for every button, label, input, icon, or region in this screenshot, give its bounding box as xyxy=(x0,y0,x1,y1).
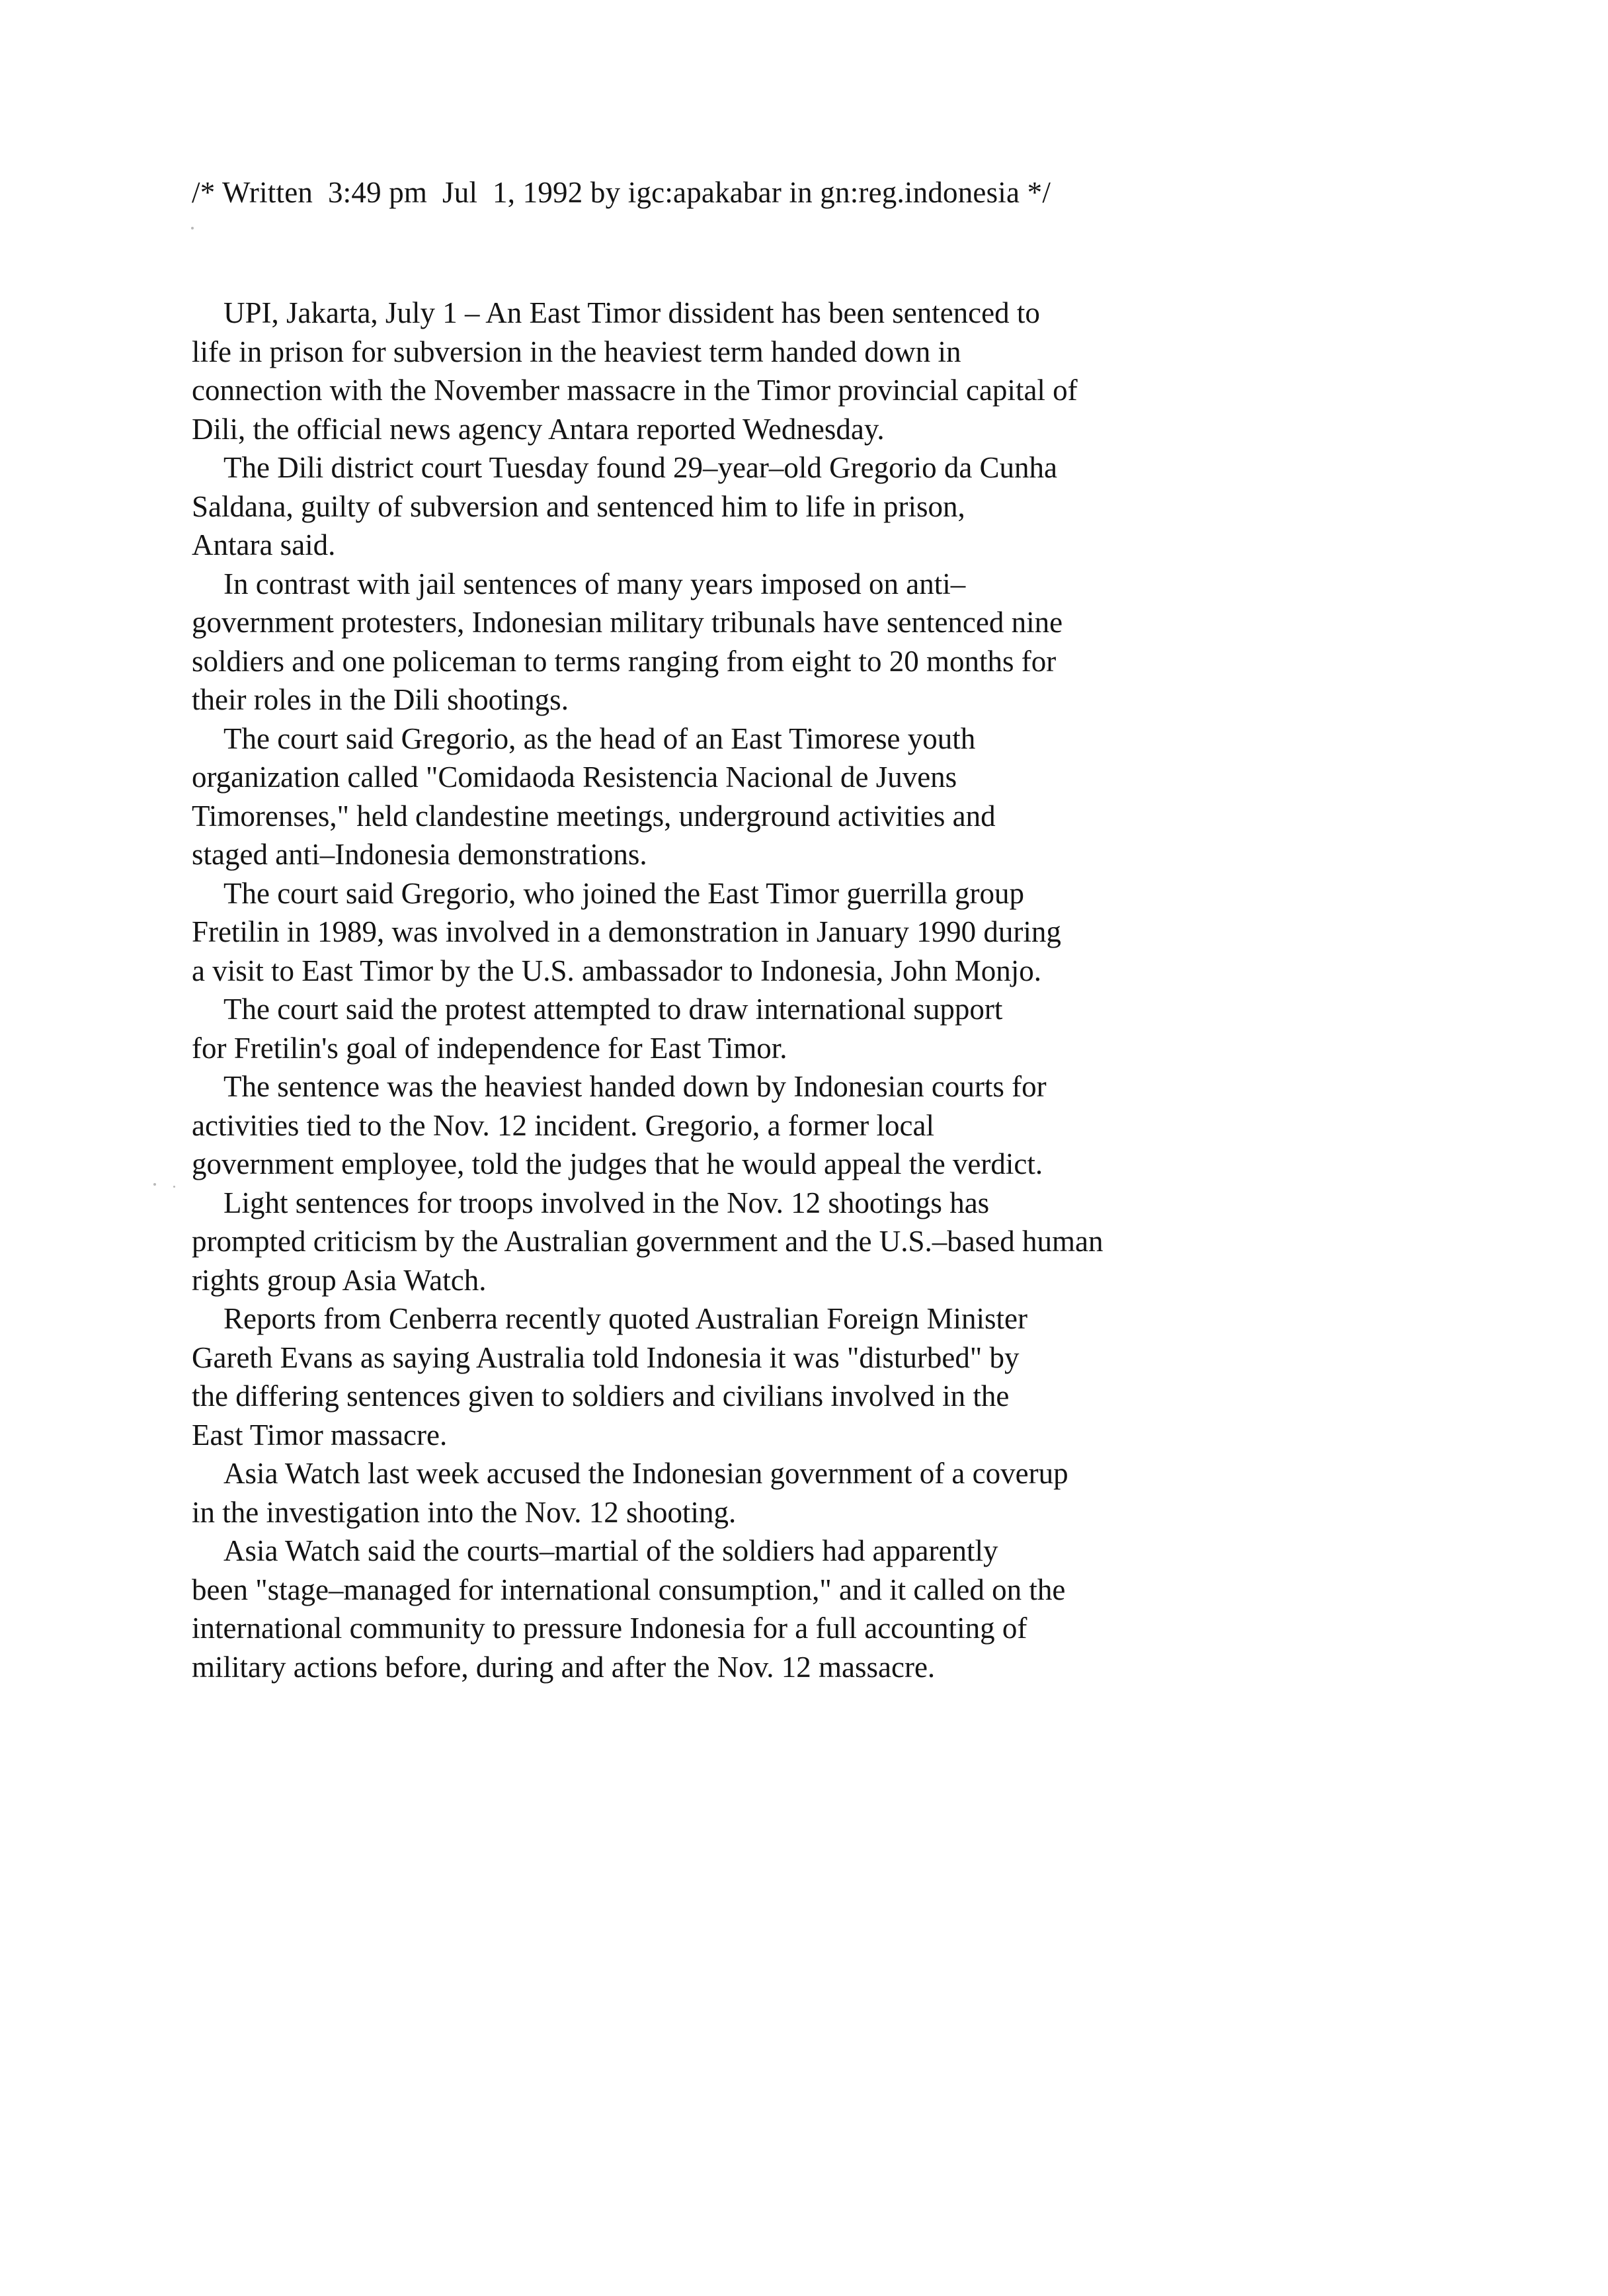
paragraph-line: activities tied to the Nov. 12 incident. Gregorio, a former local xyxy=(192,1108,934,1142)
paragraph-line: rights group Asia Watch. xyxy=(192,1263,487,1297)
paragraph-line: their roles in the Dili shootings. xyxy=(192,683,569,716)
paragraph-first-line: The court said the protest attempted to draw international support xyxy=(223,993,1003,1026)
paragraph-line: East Timor massacre. xyxy=(192,1418,448,1452)
paragraph-line: government employee, told the judges that he would appeal the verdict. xyxy=(192,1147,1043,1180)
paragraph-line: staged anti–Indonesia demonstrations. xyxy=(192,838,647,871)
paragraph-line: Timorenses," held clandestine meetings, underground activities and xyxy=(192,799,996,833)
paragraph xyxy=(192,719,1448,874)
paragraph-line: government protesters, Indonesian military tribunals have sentenced nine xyxy=(192,606,1063,639)
paragraph-first-line: Asia Watch said the courts–martial of the soldiers had apparently xyxy=(223,1534,998,1567)
header-line: /* Written 3:49 pm Jul 1, 1992 by igc:apakabar in gn:reg.indonesia */ xyxy=(192,176,1051,209)
paragraph xyxy=(192,565,1448,719)
paragraph-line: organization called "Comidaoda Resistencia Nacional de Juvens xyxy=(192,760,957,794)
paragraph-line: international community to pressure Indonesia for a full accounting of xyxy=(192,1612,1027,1645)
paragraph-first-line: Reports from Cenberra recently quoted Australian Foreign Minister xyxy=(223,1302,1027,1335)
paragraph-line: prompted criticism by the Australian government and the U.S.–based human xyxy=(192,1225,1104,1258)
paragraph xyxy=(192,1454,1448,1532)
paragraph-line: Dili, the official news agency Antara reported Wednesday. xyxy=(192,412,885,446)
paragraph-line: been "stage–managed for international consumption," and it called on the xyxy=(192,1573,1066,1606)
paragraph-line: the differing sentences given to soldiers and civilians involved in the xyxy=(192,1379,1010,1413)
paragraph-first-line: Light sentences for troops involved in the Nov. 12 shootings has xyxy=(223,1186,990,1219)
paragraph xyxy=(192,1532,1448,1686)
paragraph-line: Fretilin in 1989, was involved in a demonstration in January 1990 during xyxy=(192,915,1061,948)
paragraph xyxy=(192,990,1448,1067)
paragraph-first-line: UPI, Jakarta, July 1 – An East Timor dissident has been sentenced to xyxy=(223,296,1040,329)
paragraph xyxy=(192,1067,1448,1184)
paragraph-line: Antara said. xyxy=(192,528,336,561)
paragraph-line: soldiers and one policeman to terms ranging from eight to 20 months for xyxy=(192,644,1057,678)
paragraph-first-line: Asia Watch last week accused the Indonesian government of a coverup xyxy=(223,1457,1068,1490)
paragraph-line: Saldana, guilty of subversion and sentenced him to life in prison, xyxy=(192,489,965,523)
paragraph-line: for Fretilin's goal of independence for East Timor. xyxy=(192,1031,787,1065)
paragraph-line: connection with the November massacre in the Timor provincial capital of xyxy=(192,374,1078,407)
paragraph-first-line: The court said Gregorio, who joined the East Timor guerrilla group xyxy=(223,876,1025,910)
paragraph-line: military actions before, during and after the Nov. 12 massacre. xyxy=(192,1650,936,1684)
paragraph-line: life in prison for subversion in the heaviest term handed down in xyxy=(192,335,961,368)
paragraph-first-line: The Dili district court Tuesday found 29–year–old Gregorio da Cunha xyxy=(223,451,1058,484)
paragraph xyxy=(192,1299,1448,1454)
paragraph-line: a visit to East Timor by the U.S. ambassador to Indonesia, John Monjo. xyxy=(192,954,1041,987)
paragraph-line: Gareth Evans as saying Australia told Indonesia it was "disturbed" by xyxy=(192,1340,1020,1374)
article-body xyxy=(192,294,1448,1686)
scan-speck xyxy=(173,1186,175,1188)
scan-speck xyxy=(153,1183,156,1186)
paragraph xyxy=(192,1184,1448,1300)
paragraph-first-line: The court said Gregorio, as the head of an East Timorese youth xyxy=(223,721,976,755)
paragraph-first-line: The sentence was the heaviest handed down by Indonesian courts for xyxy=(223,1070,1047,1103)
paragraph xyxy=(192,448,1448,565)
paragraph-first-line: In contrast with jail sentences of many years imposed on anti– xyxy=(223,567,966,600)
paragraph xyxy=(192,294,1448,448)
paragraph xyxy=(192,874,1448,991)
paragraph-line: in the investigation into the Nov. 12 shooting. xyxy=(192,1495,737,1529)
scan-speck xyxy=(191,227,194,229)
